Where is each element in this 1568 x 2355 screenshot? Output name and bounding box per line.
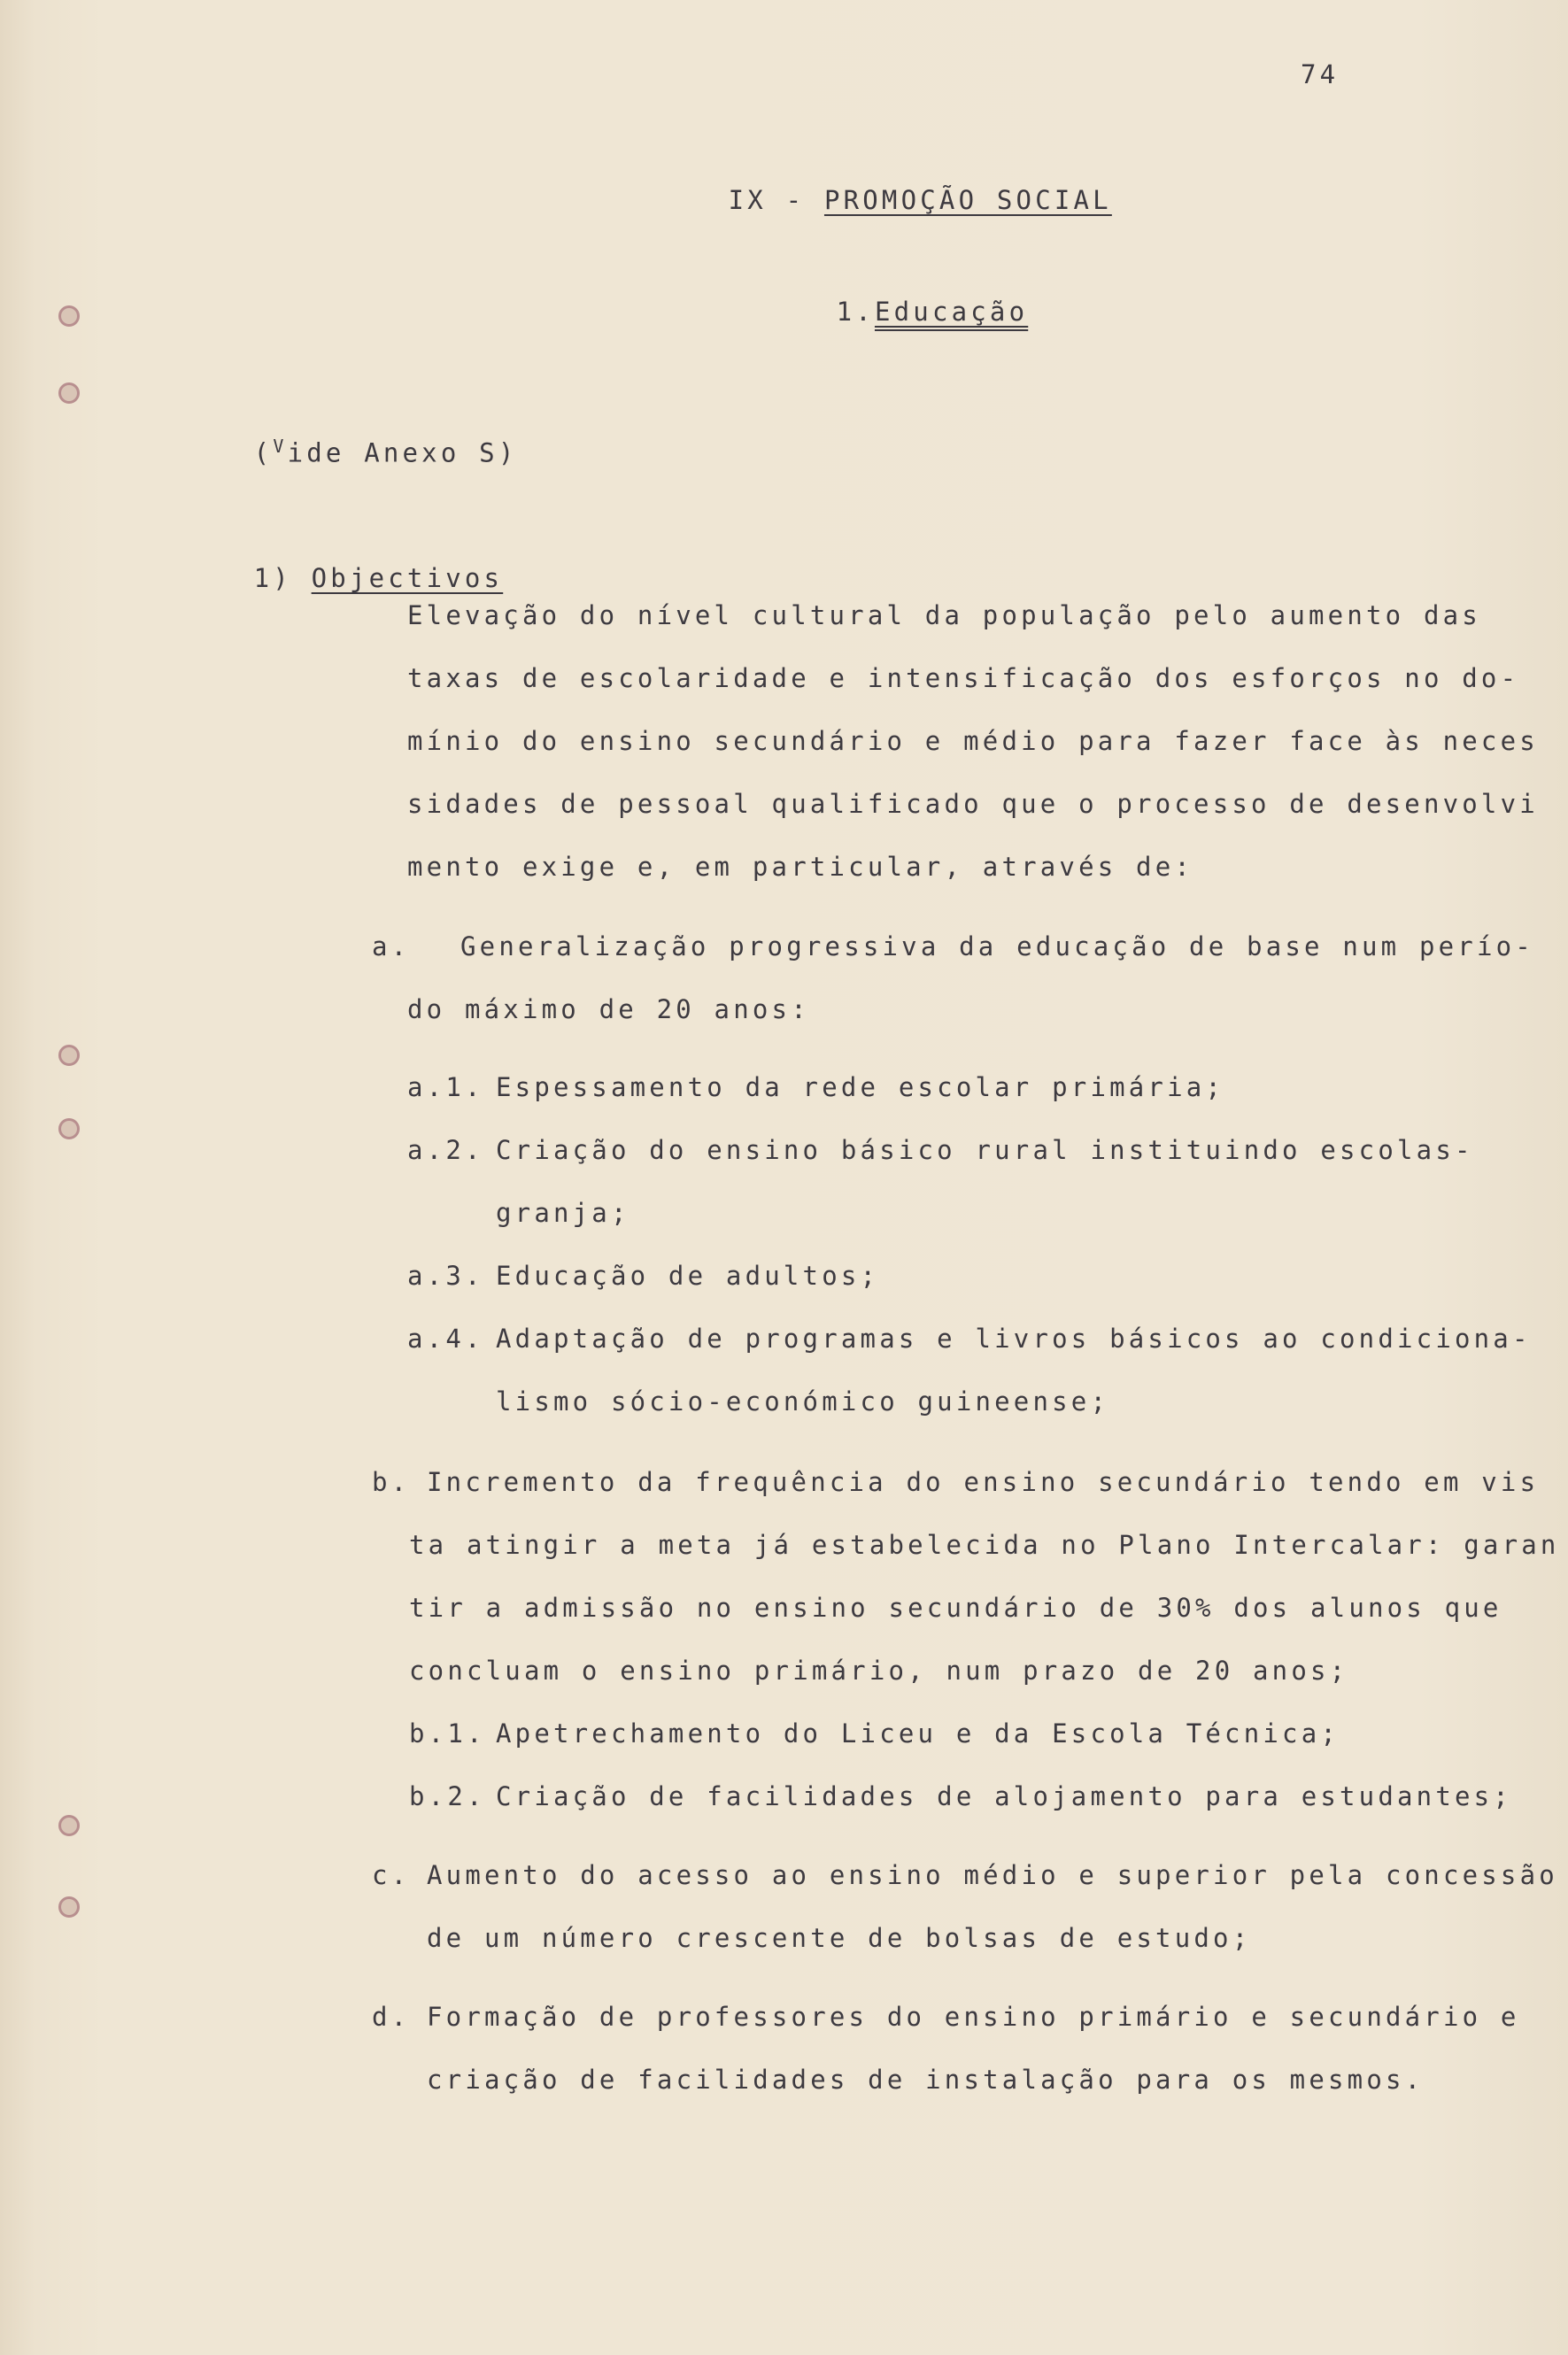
annex-reference: [177, 412, 517, 492]
item-b-line: concluam o ensino primário, num prazo de 20 anos;: [409, 1656, 1349, 1686]
item-b-line: tir a admissão no ensino secundário de 30% dos alunos que: [409, 1593, 1502, 1623]
subitem-a2-line: granja;: [496, 1198, 630, 1228]
punch-hole-5: [58, 1815, 80, 1836]
punch-hole-6: [58, 1896, 80, 1918]
subitem-a3-marker: a.3.: [407, 1261, 484, 1291]
objectives-number: 1): [253, 563, 312, 593]
punch-hole-4: [58, 1118, 80, 1139]
item-b-line: ta atingir a meta já estabelecida no Plano Intercalar: garan: [409, 1530, 1560, 1560]
chapter-title-text: PROMOÇÃO SOCIAL: [823, 185, 1112, 215]
reference-open: (: [253, 437, 274, 468]
item-c-marker: c.: [372, 1860, 411, 1890]
subitem-a1-marker: a.1.: [407, 1072, 484, 1102]
item-d-line: Formação de professores do ensino primário e secundário e: [427, 2002, 1520, 2032]
subitem-b1-line: Apetrechamento do Liceu e da Escola Técnica;: [496, 1718, 1340, 1749]
intro-line: mento exige e, em particular, através de:: [407, 852, 1194, 882]
subitem-a2-marker: a.2.: [407, 1135, 484, 1165]
item-c-line: Aumento do acesso ao ensino médio e superior pela concessão: [427, 1860, 1558, 1890]
punch-hole-2: [58, 382, 80, 404]
punch-hole-1: [58, 305, 80, 327]
punch-hole-3: [58, 1045, 80, 1066]
item-b-marker: b.: [372, 1467, 411, 1497]
chapter-title-prefix: IX -: [728, 185, 824, 215]
reference-superscript: V: [273, 436, 288, 457]
intro-line: mínio do ensino secundário e médio para fazer face às neces: [407, 726, 1539, 756]
subitem-b2-line: Criação de facilidades de alojamento para estudantes;: [496, 1781, 1512, 1811]
subitem-a1-line: Espessamento da rede escolar primária;: [496, 1072, 1225, 1102]
item-a-marker: a.: [372, 931, 411, 961]
item-d-line: criação de facilidades de instalação para os mesmos.: [427, 2065, 1425, 2095]
intro-line: sidades de pessoal qualificado que o processo de desenvolvi: [407, 789, 1539, 819]
intro-line: taxas de escolaridade e intensificação dos esforços no do-: [407, 663, 1520, 693]
intro-line: Elevação do nível cultural da população pelo aumento das: [407, 600, 1481, 630]
subitem-a3-line: Educação de adultos;: [496, 1261, 880, 1291]
reference-text: ide Anexo S): [287, 437, 518, 468]
subitem-a4-marker: a.4.: [407, 1324, 484, 1354]
item-d-marker: d.: [372, 2002, 411, 2032]
subitem-a2-line: Criação do ensino básico rural instituindo escolas-: [496, 1135, 1474, 1165]
subitem-b2-marker: b.2.: [409, 1781, 486, 1811]
item-a-line: do máximo de 20 anos:: [407, 994, 810, 1024]
page-number: 74: [1301, 59, 1340, 89]
subitem-a4-line: lismo sócio-económico guineense;: [496, 1386, 1110, 1417]
subitem-b1-marker: b.1.: [409, 1718, 486, 1749]
section-title-text: Educação: [874, 297, 1029, 327]
section-title: [760, 274, 1028, 351]
chapter-title: [652, 162, 1112, 239]
subitem-a4-line: Adaptação de programas e livros básicos ao condiciona-: [496, 1324, 1532, 1354]
item-c-line: de um número crescente de bolsas de estudo;: [427, 1923, 1252, 1953]
item-a-line: Generalização progressiva da educação de base num perío-: [460, 931, 1534, 961]
section-title-number: 1.: [836, 297, 875, 327]
objectives-text: Objectivos: [311, 563, 504, 593]
item-b-line: Incremento da frequência do ensino secundário tendo em vis: [427, 1467, 1540, 1497]
